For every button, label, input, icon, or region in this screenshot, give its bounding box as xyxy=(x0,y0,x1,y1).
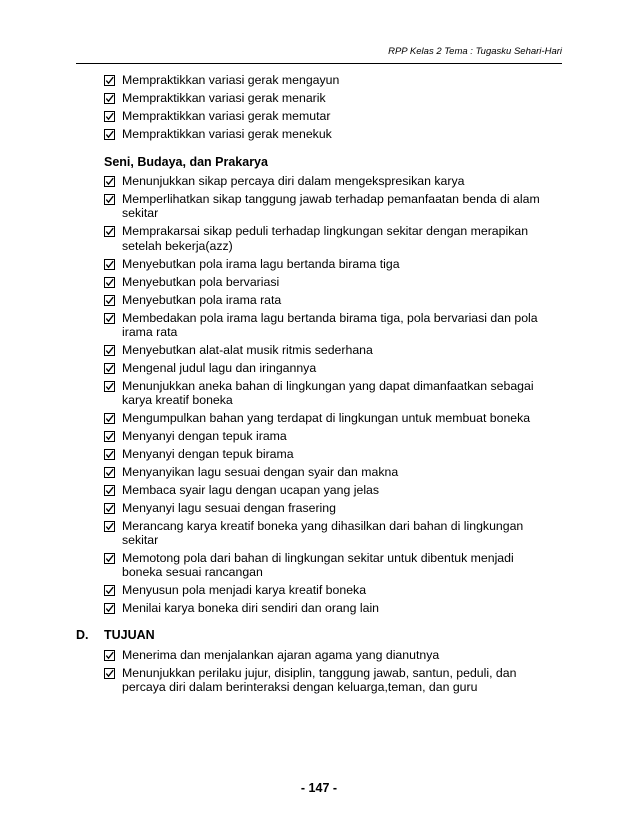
list-item xyxy=(104,601,544,615)
checked-box-icon xyxy=(104,521,115,532)
list-item xyxy=(104,666,544,694)
checked-box-icon xyxy=(104,363,115,374)
list-item-text: Menyebutkan pola irama lagu bertanda birama tiga xyxy=(122,256,400,271)
list-item-text: Menunjukkan aneka bahan di lingkungan yang dapat dimanfaatkan sebagai karya kreatif boneka xyxy=(122,378,534,408)
list-item-text: Memperlihatkan sikap tanggung jawab terhadap pemanfaatan benda di alam sekitar xyxy=(122,192,540,221)
tujuan-section-title: TUJUAN xyxy=(104,627,155,642)
section-letter: D. xyxy=(76,627,89,642)
list-item-text: Menunjukkan perilaku jujur, disiplin, tanggung jawab, santun, peduli, dan percaya diri dalam berinteraksi dengan keluarga,teman, dan guru xyxy=(122,665,517,694)
checked-box-icon xyxy=(104,345,115,356)
list-item-text: Mempraktikkan variasi gerak menarik xyxy=(122,91,326,105)
tujuan-list xyxy=(0,648,544,694)
checked-box-icon xyxy=(104,585,115,596)
list-item xyxy=(104,519,544,547)
header-rule xyxy=(76,63,562,64)
list-item-text: Mempraktikkan variasi gerak memutar xyxy=(122,109,331,123)
list-item-text: Menyebutkan alat-alat musik ritmis sederhana xyxy=(122,342,373,357)
list-item xyxy=(104,73,544,87)
checked-box-icon xyxy=(104,431,115,442)
list-item xyxy=(104,257,544,271)
checked-box-icon xyxy=(104,176,115,187)
list-item xyxy=(104,379,544,407)
checked-box-icon xyxy=(104,553,115,564)
checked-box-icon xyxy=(104,381,115,392)
list-item xyxy=(104,551,544,579)
list-item-text: Menyebutkan pola irama rata xyxy=(122,292,282,307)
list-item-text: Mempraktikkan variasi gerak mengayun xyxy=(122,73,340,87)
checked-box-icon xyxy=(104,75,115,86)
list-item xyxy=(104,429,544,443)
list-item-text: Mengumpulkan bahan yang terdapat di lingkungan untuk membuat boneka xyxy=(122,411,531,426)
list-item xyxy=(104,174,544,188)
list-item-text: Memotong pola dari bahan di lingkungan sekitar untuk dibentuk menjadi boneka sesuai rancangan xyxy=(122,551,514,580)
list-item-text: Menerima dan menjalankan ajaran agama yang dianutnya xyxy=(122,647,440,662)
checked-box-icon xyxy=(104,467,115,478)
checked-box-icon xyxy=(104,503,115,514)
checked-box-icon xyxy=(104,413,115,424)
list-item xyxy=(104,311,544,339)
sbdp-indicator-list xyxy=(0,174,544,615)
list-item xyxy=(104,648,544,662)
list-item xyxy=(104,447,544,461)
list-item xyxy=(104,109,544,123)
checked-box-icon xyxy=(104,313,115,324)
sbdp-section-title: Seni, Budaya, dan Prakarya xyxy=(104,155,268,170)
list-item-text: Merancang karya kreatif boneka yang dihasilkan dari bahan di lingkungan sekitar xyxy=(122,519,524,548)
list-item xyxy=(104,361,544,375)
running-header: RPP Kelas 2 Tema : Tugasku Sehari-Hari xyxy=(388,46,562,57)
list-item xyxy=(104,127,544,141)
tujuan-section-heading xyxy=(0,628,638,644)
list-item-text: Menyanyi dengan tepuk birama xyxy=(122,447,294,462)
list-item-text: Memprakarsai sikap peduli terhadap lingkungan sekitar dengan merapikan setelah bekerja(azz) xyxy=(122,224,529,253)
list-item xyxy=(104,224,544,252)
list-item-text: Menyanyikan lagu sesuai dengan syair dan makna xyxy=(122,465,399,480)
list-item xyxy=(104,465,544,479)
list-item-text: Menyusun pola menjadi karya kreatif boneka xyxy=(122,583,367,598)
list-item xyxy=(104,583,544,597)
list-item-text: Mempraktikkan variasi gerak menekuk xyxy=(122,127,332,141)
checked-box-icon xyxy=(104,603,115,614)
checked-box-icon xyxy=(104,295,115,306)
list-item xyxy=(104,343,544,357)
page-number: - 147 - xyxy=(300,781,338,795)
list-item xyxy=(104,501,544,515)
list-item xyxy=(104,293,544,307)
list-item-text: Mengenal judul lagu dan iringannya xyxy=(122,360,317,375)
checked-box-icon xyxy=(104,668,115,679)
list-item xyxy=(104,91,544,105)
checked-box-icon xyxy=(104,129,115,140)
checked-box-icon xyxy=(104,449,115,460)
list-item xyxy=(104,411,544,425)
checked-box-icon xyxy=(104,111,115,122)
list-item-text: Menyanyi dengan tepuk irama xyxy=(122,429,287,444)
list-item xyxy=(104,483,544,497)
list-item-text: Menilai karya boneka diri sendiri dan orang lain xyxy=(122,601,380,616)
checked-box-icon xyxy=(104,93,115,104)
checked-box-icon xyxy=(104,226,115,237)
checked-box-icon xyxy=(104,277,115,288)
checked-box-icon xyxy=(104,259,115,270)
pjok-indicator-list xyxy=(0,73,544,141)
list-item-text: Menunjukkan sikap percaya diri dalam mengekspresikan karya xyxy=(122,174,465,189)
page-content xyxy=(0,73,638,698)
list-item-text: Menyanyi lagu sesuai dengan frasering xyxy=(122,501,336,516)
list-item-text: Membedakan pola irama lagu bertanda birama tiga, pola bervariasi dan pola irama rata xyxy=(122,310,538,339)
list-item-text: Menyebutkan pola bervariasi xyxy=(122,274,280,289)
list-item xyxy=(104,192,544,220)
checked-box-icon xyxy=(104,485,115,496)
list-item-text: Membaca syair lagu dengan ucapan yang jelas xyxy=(122,483,380,498)
checked-box-icon xyxy=(104,194,115,205)
checked-box-icon xyxy=(104,650,115,661)
list-item xyxy=(104,275,544,289)
